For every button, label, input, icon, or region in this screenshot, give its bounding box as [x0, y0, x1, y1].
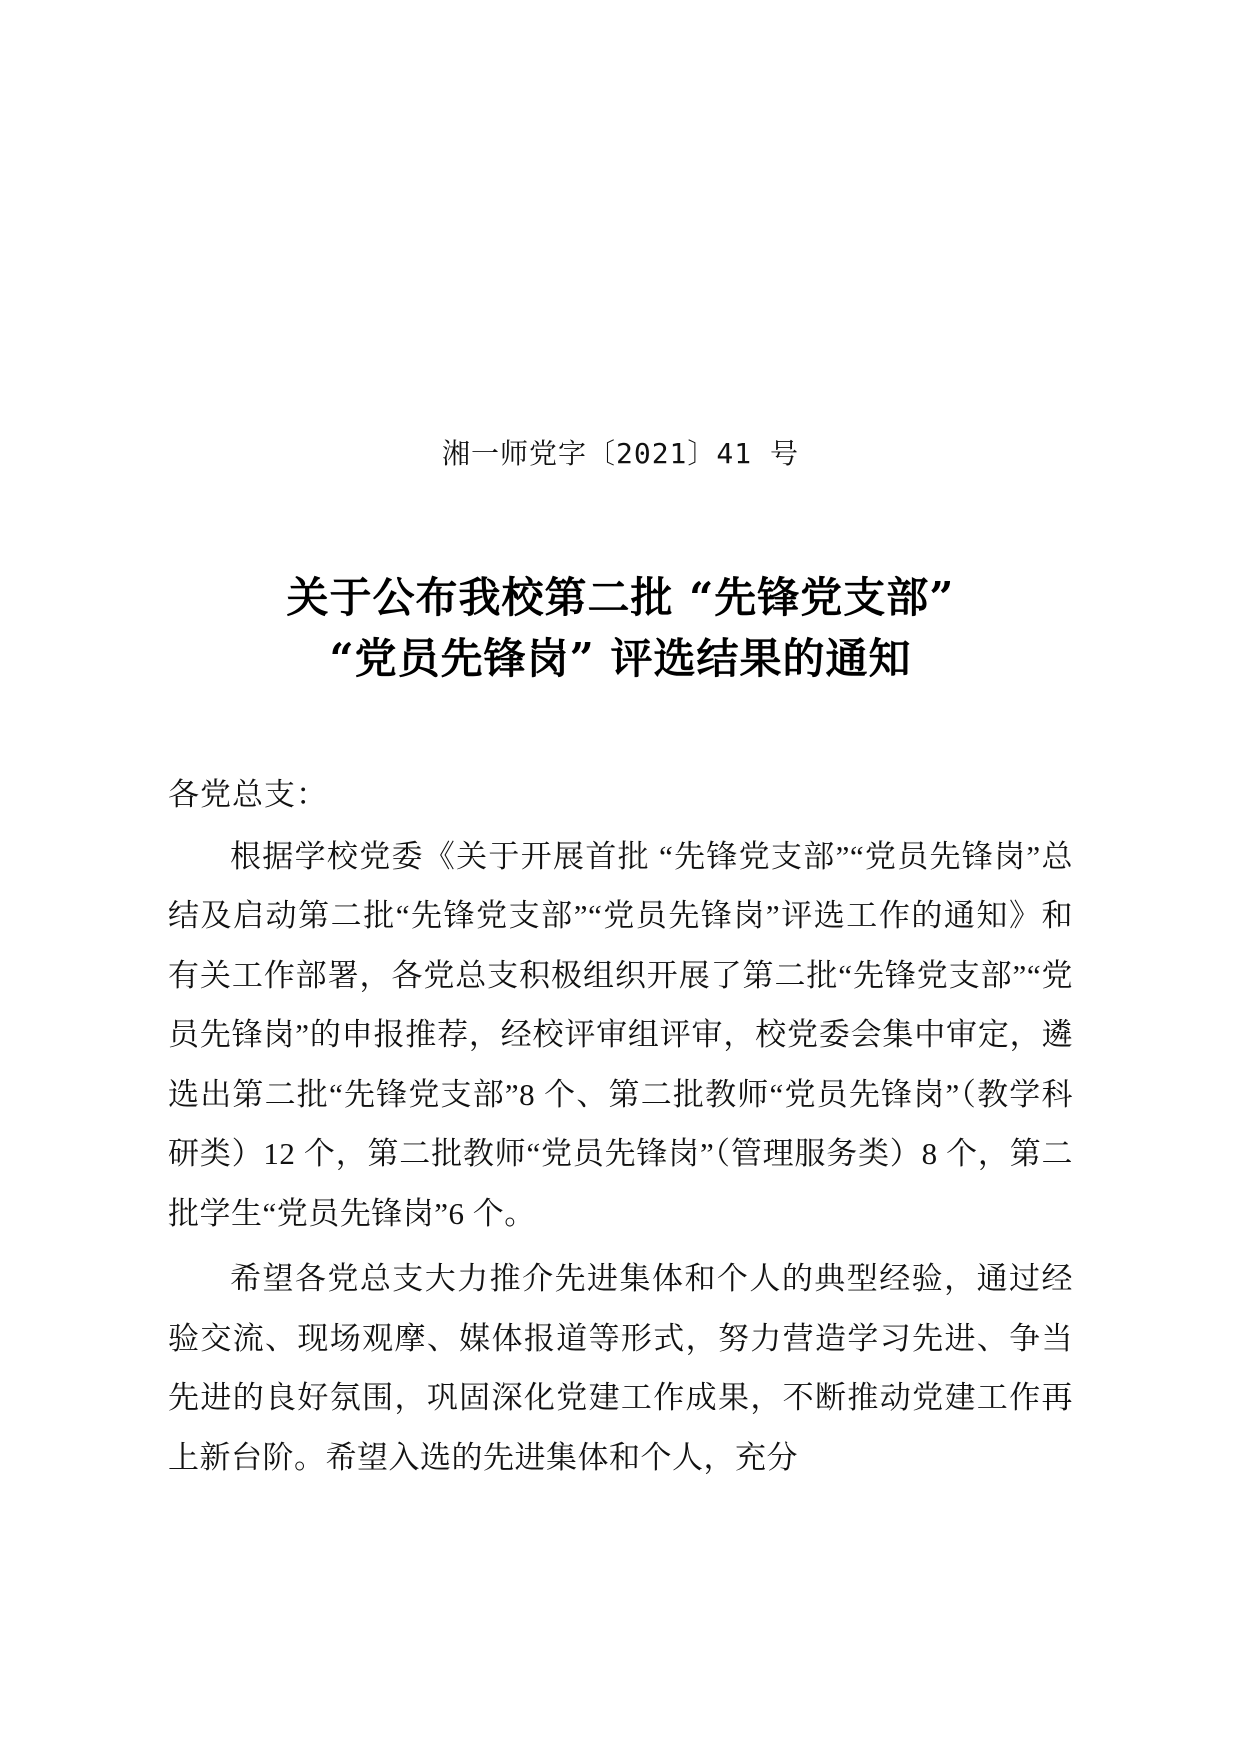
salutation: 各党总支：: [168, 776, 328, 812]
body-paragraph-2: 希望各党总支大力推介先进集体和个人的典型经验，通过经验交流、现场观摩、媒体报道等形式，努力营造学习先进、争当先进的良好氛围，巩固深化党建工作成果，不断推动党建工作再上新台阶。希望入选的先进集体和个人，充分: [168, 1261, 1073, 1475]
document-title-line-1: 关于公布我校第二批 “先锋党支部”: [286, 573, 955, 622]
document-number: 湘一师党字〔2021〕41 号: [441, 437, 799, 470]
document-title: [168, 568, 1073, 690]
body-paragraph-1: 根据学校党委《关于开展首批 “先锋党支部”“党员先锋岗”总结及启动第二批“先锋党支部”“党员先锋岗”评选工作的通知》和有关工作部署，各党总支积极组织开展了第二批“先锋党支部”“党员先锋岗”的申报推荐，经校评审组评审，校党委会集中审定，遴选出第二批“先锋党支部”8 个、第二批教师“党员先锋岗”（教学科研类）12 个，第二批教师“党员先锋岗”（管理服务类）8 个，第二批学生“党员先锋岗”6 个。: [168, 838, 1073, 1231]
document-title-line-2: “党员先锋岗” 评选结果的通知: [329, 633, 912, 683]
document-content: [168, 0, 1073, 1487]
